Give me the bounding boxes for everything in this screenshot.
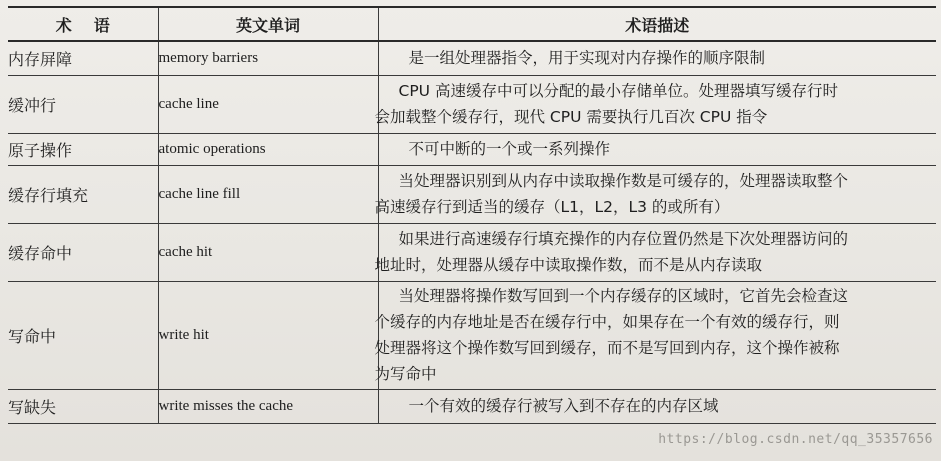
table-row (8, 165, 936, 223)
description-line: 处理器将这个操作数写回到缓存，而不是写回到内存，这个操作被称 (374, 339, 840, 357)
english-cell: cache line fill (158, 165, 378, 223)
table-header-row (8, 7, 936, 41)
english-cell: memory barriers (158, 41, 378, 75)
description-line: 个缓存的内存地址是否在缓存行中，如果存在一个有效的缓存行，则 (374, 313, 840, 331)
term-cell: 缓存行填充 (8, 165, 158, 223)
table-body (8, 41, 936, 423)
description-cell (378, 133, 936, 165)
description-line: 不可中断的一个或一系列操作 (408, 140, 611, 158)
description-line: CPU 高速缓存中可以分配的最小存储单位。处理器填写缓存行时 (398, 82, 838, 100)
table-row (8, 281, 936, 389)
description-line: 高速缓存行到适当的缓存（L1，L2，L3 的或所有） (374, 198, 730, 216)
table-row (8, 41, 936, 75)
english-cell: cache line (158, 75, 378, 133)
description-line: 一个有效的缓存行被写入到不存在的内存区域 (408, 397, 719, 415)
description-line: 如果进行高速缓存行填充操作的内存位置仍然是下次处理器访问的 (398, 230, 849, 248)
description-line: 会加载整个缓存行，现代 CPU 需要执行几百次 CPU 指令 (374, 108, 768, 126)
english-cell: cache hit (158, 223, 378, 281)
term-cell: 写缺失 (8, 389, 158, 423)
description-cell (374, 223, 936, 281)
header-description: 术语描述 (378, 7, 936, 41)
header-term: 术语 (8, 7, 158, 41)
english-cell: write misses the cache (158, 389, 378, 423)
description-line: 当处理器将操作数写回到一个内存缓存的区域时，它首先会检查这 (398, 287, 849, 305)
description-line: 当处理器识别到从内存中读取操作数是可缓存的，处理器读取整个 (398, 172, 849, 190)
english-cell: atomic operations (158, 133, 378, 165)
table-row (8, 389, 936, 423)
table-row (8, 75, 936, 133)
term-cell: 缓存命中 (8, 223, 158, 281)
term-cell: 缓冲行 (8, 75, 158, 133)
terms-table (8, 6, 936, 424)
header-english: 英文单词 (158, 7, 378, 41)
term-cell: 原子操作 (8, 133, 158, 165)
term-cell: 内存屏障 (8, 41, 158, 75)
description-cell (374, 281, 936, 389)
table-row (8, 133, 936, 165)
english-cell: write hit (158, 281, 378, 389)
description-cell (374, 165, 936, 223)
description-cell (378, 389, 936, 423)
description-line: 为写命中 (374, 365, 437, 383)
table-row (8, 223, 936, 281)
watermark-text: https://blog.csdn.net/qq_35357656 (658, 432, 933, 447)
description-line: 地址时，处理器从缓存中读取操作数，而不是从内存读取 (374, 256, 763, 274)
description-cell (374, 75, 936, 133)
term-cell: 写命中 (8, 281, 158, 389)
description-line: 是一组处理器指令，用于实现对内存操作的顺序限制 (408, 49, 766, 68)
description-cell (378, 41, 936, 75)
